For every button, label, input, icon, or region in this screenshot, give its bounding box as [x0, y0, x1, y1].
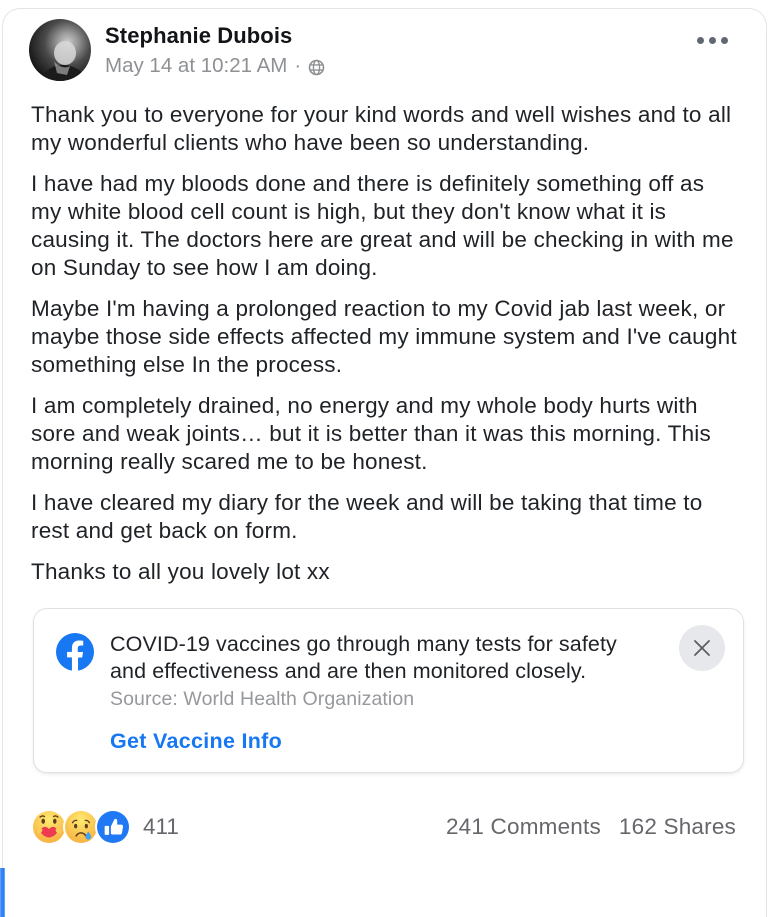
like-reaction-icon[interactable] [95, 809, 131, 845]
timestamp[interactable]: May 14 at 10:21 AM [105, 54, 288, 77]
author-name[interactable]: Stephanie Dubois [105, 23, 293, 48]
covid-info-banner [33, 608, 744, 773]
post-paragraph: Thank you to everyone for your kind words and well wishes and to all my wonderful clients who have been so understanding. [31, 102, 732, 155]
get-vaccine-info-link[interactable]: Get Vaccine Info [110, 729, 283, 753]
banner-source: Source: World Health Organization [110, 688, 415, 710]
left-edge-blue-bar [0, 868, 5, 917]
banner-text [110, 631, 723, 754]
facebook-logo-icon [56, 633, 94, 676]
banner-message: COVID-19 vaccines go through many tests for safety and effectiveness and are then monitored closely. [110, 632, 617, 683]
post-paragraph: Maybe I'm having a prolonged reaction to my Covid jab last week, or maybe those side effects affected my immune system and I've caught something else In the process. [31, 296, 737, 377]
post-paragraph: I am completely drained, no energy and my whole body hurts with sore and weak joints… but it is better than it was this morning. This morning really scared me to be honest. [31, 393, 711, 474]
post-paragraph: I have cleared my diary for the week and will be taking that time to rest and get back on form. [31, 490, 703, 543]
time-separator: · [294, 54, 302, 77]
comments-count[interactable]: 241 Comments [445, 814, 601, 839]
post-header [3, 9, 766, 81]
engagement-bar [3, 773, 766, 845]
post-body [3, 81, 766, 586]
post-paragraph: Thanks to all you lovely lot xx [31, 559, 330, 584]
close-icon [692, 638, 712, 658]
avatar[interactable] [29, 19, 91, 81]
reaction-stack [31, 809, 131, 845]
header-text [105, 19, 325, 78]
counts-right [446, 814, 736, 840]
banner-close-button[interactable] [679, 625, 725, 671]
care-reaction-icon[interactable] [31, 809, 67, 845]
post-paragraph: I have had my bloods done and there is definitely something off as my white blood cell count is high, but they don't know what it is causing it. The doctors here are great and will be checking in with me on Sunday to see how I am doing. [31, 171, 734, 280]
timestamp-row[interactable] [105, 54, 325, 78]
reaction-count[interactable]: 411 [143, 814, 179, 839]
more-options-button[interactable] [683, 19, 742, 62]
sad-reaction-icon[interactable] [63, 809, 99, 845]
post-card [2, 8, 767, 917]
shares-count[interactable]: 162 Shares [618, 814, 736, 839]
ellipsis-icon [697, 37, 704, 44]
avatar-silhouette-icon [35, 41, 85, 81]
globe-icon [308, 59, 325, 76]
